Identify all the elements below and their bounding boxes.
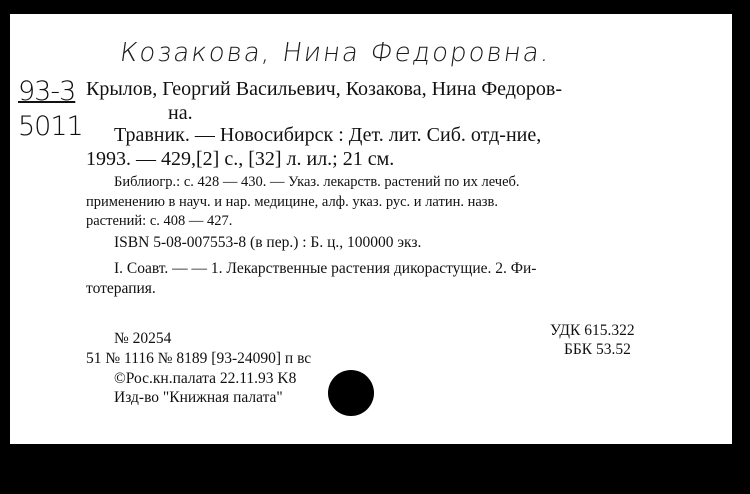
publisher-line: Изд-во "Книжная палата"	[114, 389, 283, 406]
call-number-top: 93-3	[18, 76, 76, 107]
notes-line-3: растений: с. 408 — 427.	[86, 213, 233, 229]
catalog-card	[10, 14, 732, 444]
notes-line-1: Библиогр.: с. 428 — 430. — Указ. лекарств. растений по их лечеб.	[114, 174, 520, 190]
call-number-bottom: 5011	[18, 111, 83, 142]
chamber-line: ©Рос.кн.палата 22.11.93 K8	[114, 370, 297, 387]
order-line: 51 № 1116 № 8189 [93-24090] п вс	[86, 350, 312, 367]
title-line-2: 1993. — 429,[2] с., [32] л. ил.; 21 см.	[86, 148, 395, 170]
heading-line-1: Крылов, Георгий Васильевич, Козакова, Нина Федоров-	[86, 78, 563, 100]
tracing-line-1: I. Соавт. — — 1. Лекарственные растения дикорастущие. 2. Фи-	[114, 260, 537, 277]
card-number: № 20254	[114, 330, 172, 347]
isbn-line: ISBN 5-08-007553-8 (в пер.) : Б. ц., 100000 экз.	[114, 234, 422, 251]
bbk-code: ББК 53.52	[564, 341, 631, 358]
udk-code: УДК 615.322	[550, 322, 635, 339]
handwritten-author-line: Козакова, Нина Федоровна.	[117, 38, 554, 68]
notes-line-2: применению в науч. и нар. медицине, алф. указ. рус. и латин. назв.	[86, 194, 498, 210]
heading-line-2: на.	[168, 102, 193, 124]
title-line-1: Травник. — Новосибирск : Дет. лит. Сиб. отд-ние,	[114, 124, 542, 146]
tracing-line-2: тотерапия.	[86, 280, 156, 297]
ink-blot	[328, 370, 374, 416]
